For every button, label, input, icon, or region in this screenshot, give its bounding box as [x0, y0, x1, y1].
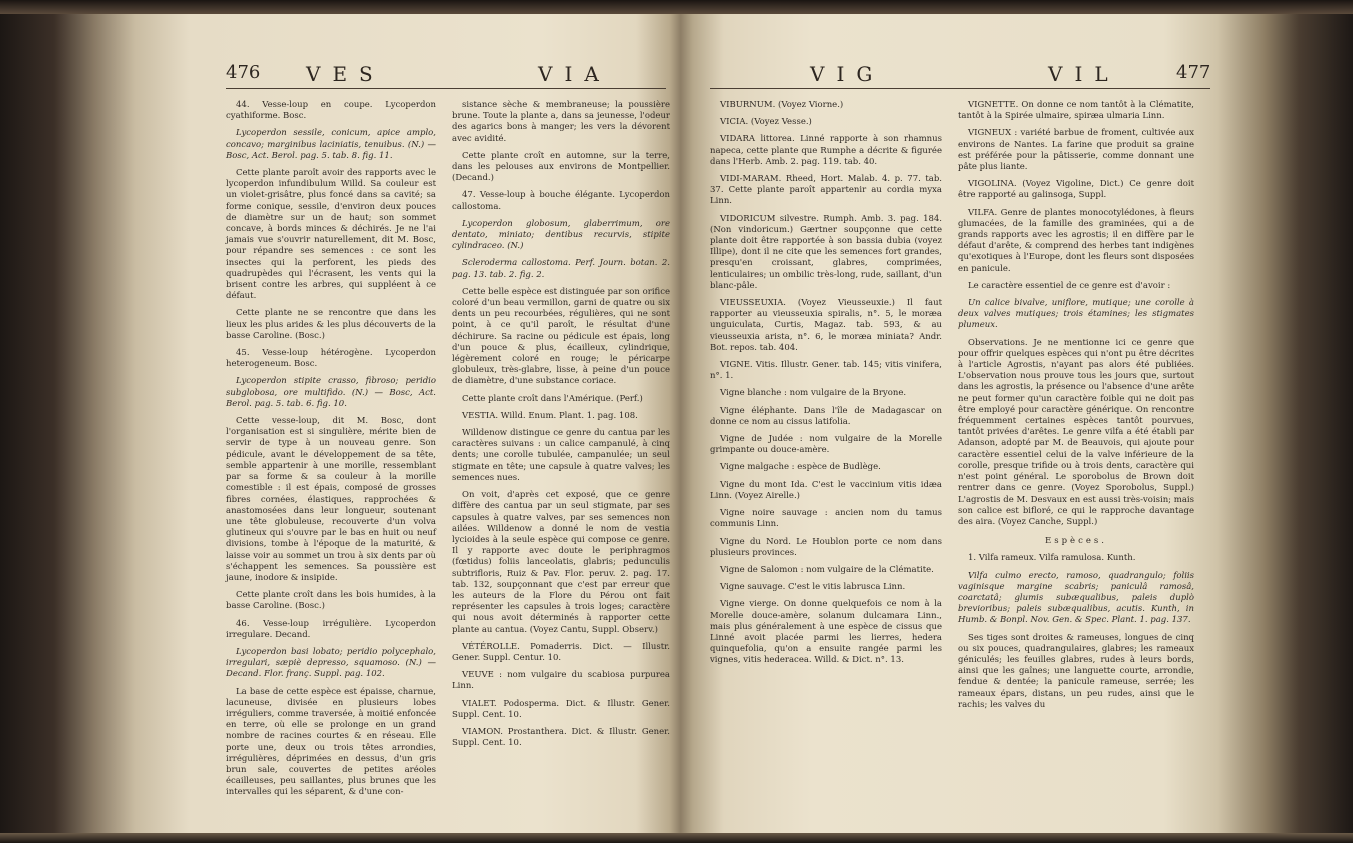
left-page-column-1: [226, 100, 436, 805]
entry: Ses tiges sont droites & rameuses, longues de cinq ou six pouces, quadrangulaires, glabres; les rameaux géniculés; les feuilles glabres, rudes à leurs bords, ainsi que les gaînes; une languette courte, arrondie, fendue & dentée; la panicule rameuse, serrée; les rameaux épars, distans, un peu rudes, ainsi que le rachis; les valves du: [958, 632, 1194, 710]
entry: Un calice bivalve, uniflore, mutique; une corolle à deux valves mutiques; trois étamines; les stigmates plumeux.: [958, 298, 1194, 331]
entry: VIGOLINA. (Voyez Vigoline, Dict.) Ce genre doit être rapporté au galinsoga, Suppl.: [958, 179, 1194, 201]
entry: Vigne sauvage. C'est le vitis labrusca Linn.: [720, 582, 906, 593]
header-rule-right: [710, 88, 1210, 89]
entry: Cette plante croît dans les bois humides, à la basse Caroline. (Bosc.): [226, 590, 436, 612]
page-number-right: 477: [1176, 62, 1211, 83]
entry: Lycoperdon globosum, glaberrimum, ore dentato, miniato; dentibus recurvis, stipite cylindraceo. (N.): [452, 218, 670, 252]
entry: sistance sèche & membraneuse; la poussière brune. Toute la plante a, dans sa jeunesse, l'odeur des agarics bons à manger; les vers la dévorent avec avidité.: [452, 100, 670, 144]
book-bottom-edge: [0, 833, 1353, 843]
entry: Lycoperdon basi lobato; peridio polycephalo, irregulari, sæpiè depresso, squamoso. (N.) — Decand. Flor. franç. Suppl. pag. 102.: [226, 646, 436, 680]
running-head-right-1: VIG: [810, 62, 885, 86]
entry: VILFA. Genre de plantes monocotylédones, à fleurs glumacées, de la famille des graminées, qui a de grands rapports avec les agrostis; il en diffère par le défaut d'arête, & comprend des herbes tant indigènes qu'exotiques à l'Europe, dont les fleurs sont disposées en panicule.: [958, 207, 1194, 274]
book-top-edge: [0, 0, 1353, 14]
entry: VÉTÉROLLE. Pomaderris. Dict. — Illustr. Gener. Suppl. Centur. 10.: [452, 641, 670, 663]
entry: Cette vesse-loup, dit M. Bosc, dont l'organisation est si singulière, mérite bien de servir de type à un nouveau genre. Son pédicule, avant le développement de sa tête, semble appartenir à une morille, ressemblant par sa forme & sa couleur à la morille comestible : il est épais, composé de grosses fibres cornées, élastiques, rapprochées & anastomosées dans leur longueur, soutenant une tête globuleuse, recouverte d'un volva glutineux qui s'ouvre par le bas en huit ou neuf divisions, tombe à l'époque de la maturité, & laisse voir au sommet un trou à six dents par où s'échappent les semences. Sa poussière est jaune, inodore & insipide.: [226, 416, 436, 583]
entry: VICIA. (Voyez Vesse.): [720, 117, 812, 128]
entry: Willdenow distingue ce genre du cantua par les caractères suivans : un calice campanulé, à cinq dents; une corolle tubulée, campanulée; un seul stigmate en tête; une capsule à quatre valves; les semences nues.: [452, 428, 670, 483]
left-page-column-2: [452, 100, 670, 755]
entry: 1. Vilfa rameux. Vilfa ramulosa. Kunth.: [968, 553, 1136, 564]
entry: 46. Vesse-loup irrégulière. Lycoperdon irregulare. Decand.: [226, 618, 436, 640]
entry: VIGNEUX : variété barbue de froment, cultivée aux environs de Nantes. La farine que produit sa graine est préférée pour la pâtisserie, comme donnant une pâte plus liante.: [958, 128, 1194, 173]
section-heading: Espèces.: [1045, 536, 1107, 547]
entry: Cette belle espèce est distinguée par son orifice coloré d'un beau vermillon, garni de quatre ou six dents un peu recourbées, régulières, qui ne sont point, à ce qu'il paroît, le résultat d'une déchirure. Sa racine ou pédicule est épais, long d'un pouce & plus, écailleux, cylindrique, légèrement coloré en rouge; le péricarpe globuleux, très-glabre, lisse, à peine d'un pouce de diamètre, d'une substance coriace.: [452, 286, 670, 387]
entry: VIBURNUM. (Voyez Viorne.): [720, 100, 844, 110]
entry: Cette plante croît en automne, sur la terre, dans les pelouses aux environs de Montpellier. (Decand.): [452, 150, 670, 184]
entry: Vigne du mont Ida. C'est le vaccinium vitis idæa Linn. (Voyez Airelle.): [710, 479, 942, 501]
right-page-column-2: [958, 100, 1194, 717]
entry: Vigne de Judée : nom vulgaire de la Morelle grimpante ou douce-amère.: [710, 434, 942, 456]
entry: Observations. Je ne mentionne ici ce genre que pour offrir quelques espèces qui n'ont pu être décrites à l'article Agrostis, n'ayant pas alors été publiées. L'observation nous prouve tous les jours que, surtout dans les agrostis, la présence ou l'absence d'une arête ne peut former qu'un caractère foible qui ne doit pas être employé pour caractère générique. On rencontre fréquemment certaines espèces tantôt pourvues, tantôt privées d'arêtes. Le genre vilfa a été établi par Adanson, adopté par M. de Beauvois, qui ajoute pour caractère essentiel celui de la valve inférieure de la corolle, presque trifide ou à trois dents, caractère qui n'est point général. Le sporobolus de Brown doit rentrer dans ce genre. (Voyez Sporobolus, Suppl.) L'agrostis de M. Desvaux en est aussi très-voisin; mais son calice est bifloré, ce qui le rapproche davantage des aira. (Voyez Canche, Suppl.): [958, 337, 1194, 527]
entry: Lycoperdon sessile, conicum, apice amplo, concavo; marginibus laciniatis, tenuibus. (N.) — Bosc, Act. Berol. pag. 5. tab. 8. fig. 11.: [226, 128, 436, 161]
entry: Vigne vierge. On donne quelquefois ce nom à la Morelle douce-amère, solanum dulcamara Linn., mais plus généralement à une espèce de cissus que Linné avoit placée parmi les lierres, hedera quinquefolia, qu'on a ensuite rangée parmi les vignes, vitis hederacea. Willd. & Dict. n°. 13.: [710, 599, 942, 666]
entry: Cette plante croît dans l'Amérique. (Perf.): [462, 393, 643, 404]
running-head-right-2: VIL: [1048, 62, 1120, 86]
entry: VIAMON. Prostanthera. Dict. & Illustr. Gener. Suppl. Cent. 10.: [452, 726, 670, 749]
entry: Vigne malgache : espèce de Budlège.: [720, 462, 881, 473]
entry: VIDORICUM silvestre. Rumph. Amb. 3. pag. 184. (Non vindoricum.) Gærtner soupçonne que cette plante doit être rapportée à son bassia dubia (voyez Illipe), dont il ne cite que les semences fort grandes, presqu'en croissant, glabres, comprimées, lenticulaires; un ombilic très-long, rude, saillant, d'un blanc-pâle.: [710, 213, 942, 291]
entry: On voit, d'après cet exposé, que ce genre diffère des cantua par un seul stigmate, par ses capsules à quatre valves, par ses semences non ailées. Willdenow a donné le nom de vestia lycioides à la seule espèce qui compose ce genre. Il y rapporte avec doute le periphragmos (fœtidus) foliis lanceolatis, glabris; pedunculis subtrifloris, Ruiz & Pav. Flor. peruv. 2. pag. 17. tab. 132, soupçonnant que c'est par erreur que les auteurs de la Flore du Pérou ont fait représenter les capsules à trois loges; caractère qui nous avoit déterminés à rapporter cette plante au cantua. (Voyez Cantu, Suppl. Observ.): [452, 490, 670, 635]
header-rule-left: [226, 88, 666, 89]
entry: Cette plante ne se rencontre que dans les lieux les plus arides & les plus découverts de la basse Caroline. (Bosc.): [226, 308, 436, 341]
entry: Vigne noire sauvage : ancien nom du tamus communis Linn.: [710, 508, 942, 530]
entry: VEUVE : nom vulgaire du scabiosa purpurea Linn.: [452, 670, 670, 692]
entry: 45. Vesse-loup hétérogène. Lycoperdon heterogeneum. Bosc.: [226, 348, 436, 370]
entry: Cette plante paroît avoir des rapports avec le lycoperdon infundibulum Willd. Sa couleur est un violet-grisâtre, plus foncé dans sa cavité; sa forme conique, sessile, d'environ deux pouces de diamètre sur un de haut; son sommet concave, à bords minces & déchirés. Je ne l'ai jamais vue s'ouvrir naturellement, dit M. Bosc, pour répandre ses semences : ce sont les insectes qui la perforent, les pieds des quadrupèdes qui l'écrasent, les vents qui la brisent contre les arbres, qui suppléent à ce défaut.: [226, 168, 436, 302]
entry: VIEUSSEUXIA. (Voyez Vieusseuxie.) Il faut rapporter au vieusseuxia spiralis, n°. 5, le moræa unguiculata, Curtis, Magaz. tab. 593, & au vieusseuxia arista, n°. 6, le moræa miniata? Andr. Bot. repos. tab. 404.: [710, 298, 942, 353]
right-page-column-1: [710, 100, 942, 673]
entry: Scleroderma callostoma. Perf. Journ. botan. 2. pag. 13. tab. 2. fig. 2.: [452, 258, 670, 280]
entry: Vigne blanche : nom vulgaire de la Bryone.: [720, 388, 907, 399]
page-number-left: 476: [226, 62, 261, 83]
entry: 44. Vesse-loup en coupe. Lycoperdon cyathiforme. Bosc.: [226, 100, 436, 122]
entry: VIDI-MARAM. Rheed, Hort. Malab. 4. p. 77. tab. 37. Cette plante paroît appartenir au cordia myxa Linn.: [710, 174, 942, 207]
entry: VESTIA. Willd. Enum. Plant. 1. pag. 108.: [462, 410, 638, 421]
entry: Vilfa culmo erecto, ramoso, quadrangulo; foliis vaginisque margine scabris; paniculâ ramosâ, coarctatâ; glumis subæqualibus, paleis duplò brevioribus; paleis subæqualibus, acutis. Kunth, in Humb. & Bonpl. Nov. Gen. & Spec. Plant. 1. pag. 137.: [958, 570, 1194, 626]
entry: La base de cette espèce est épaisse, charnue, lacuneuse, divisée en plusieurs lobes irréguliers, comme traversée, à moitié enfoncée en terre, où elle se prolonge en un grand nombre de racines courtes & en réseau. Elle porte une, deux ou trois têtes arrondies, irrégulières, déprimées en dessus, d'un gris brun sale, couvertes de petites aréoles écailleuses, peu saillantes, plus brunes que les intervalles qui les séparent, & d'une con-: [226, 686, 436, 798]
entry: Lycoperdon stipite crasso, fibroso; peridio subglobosa, ore multifido. (N.) — Bosc, Act. Berol. pag. 5. tab. 6. fig. 10.: [226, 376, 436, 409]
entry: Vigne de Salomon : nom vulgaire de la Clématite.: [720, 564, 934, 575]
entry: VIDARA littorea. Linné rapporte à son rhamnus napeca, cette plante que Rumphe a décrite & figurée dans l'Herb. Amb. 2. pag. 119. tab. 40.: [710, 134, 942, 167]
entry: VIGNETTE. On donne ce nom tantôt à la Clématite, tantôt à la Spirée ulmaire, spiræa ulmaria Linn.: [958, 100, 1194, 122]
entry: 47. Vesse-loup à bouche élégante. Lycoperdon callostoma.: [452, 190, 670, 212]
running-head-left-1: VES: [306, 62, 385, 86]
entry: Vigne du Nord. Le Houblon porte ce nom dans plusieurs provinces.: [710, 536, 942, 558]
entry: VIGNE. Vitis. Illustr. Gener. tab. 145; vitis vinifera, n°. 1.: [710, 360, 942, 382]
running-head-left-2: VIA: [538, 62, 611, 86]
entry: VIALET. Podosperma. Dict. & Illustr. Gener. Suppl. Cent. 10.: [452, 698, 670, 720]
entry: Vigne éléphante. Dans l'île de Madagascar on donne ce nom au cissus latifolia.: [710, 405, 942, 427]
entry: Le caractère essentiel de ce genre est d'avoir :: [968, 280, 1171, 291]
